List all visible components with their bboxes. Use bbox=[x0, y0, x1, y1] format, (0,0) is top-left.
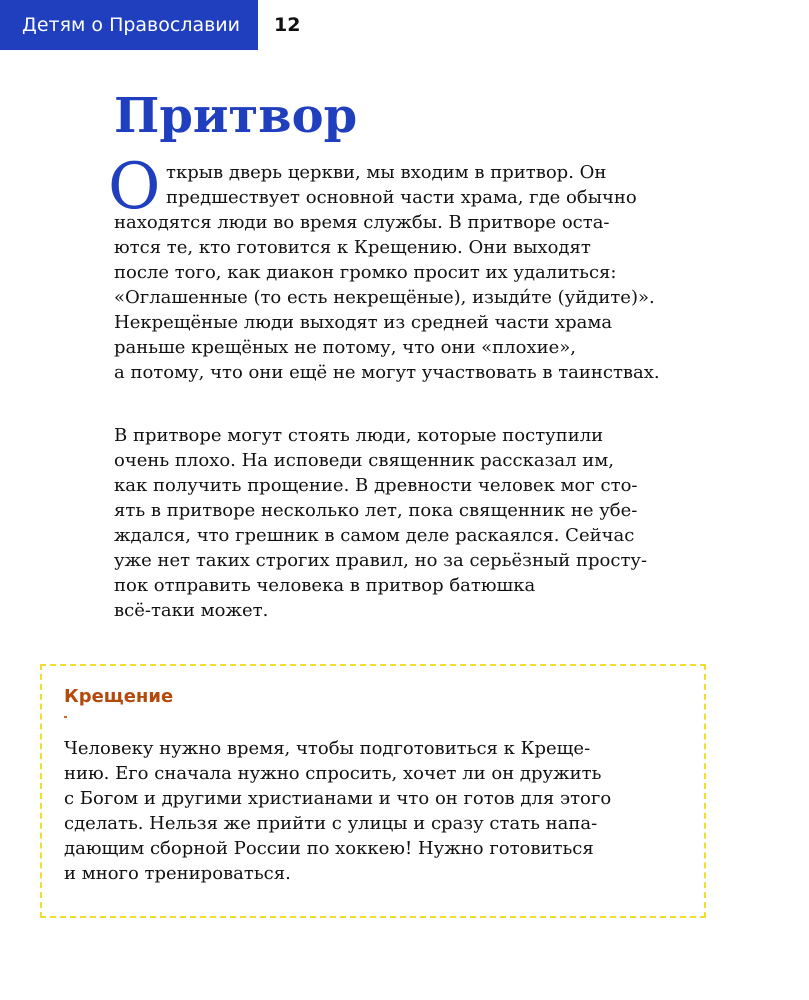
sidebar-text bbox=[64, 736, 694, 886]
paragraph-1 bbox=[108, 150, 714, 385]
text-line: очень плохо. На исповеди священник рассказал им, bbox=[114, 450, 615, 471]
text-line: предшествует основной части храма, где обычно bbox=[166, 187, 637, 208]
text-line: «Оглашенные (то есть некрещёные), изыди́те (уйдите)». bbox=[114, 287, 655, 308]
text-line: всё-таки может. bbox=[114, 600, 269, 621]
series-title: Детям о Православии bbox=[22, 14, 241, 36]
text-line: находятся люди во время службы. В притворе оста- bbox=[114, 212, 610, 233]
page-title: Притвор bbox=[114, 88, 358, 144]
text-line: сделать. Нельзя же прийти с улицы и сразу стать напа- bbox=[64, 813, 598, 834]
text-line: ждался, что грешник в самом деле раскаялся. Сейчас bbox=[114, 525, 635, 546]
text-line: пок отправить человека в притвор батюшка bbox=[114, 575, 536, 596]
text-line: нию. Его сначала нужно спросить, хочет ли он дружить bbox=[64, 763, 602, 784]
text-line: дающим сборной России по хоккею! Нужно готовиться bbox=[64, 838, 594, 859]
text-line: после того, как диакон громко просит их удалиться: bbox=[114, 262, 617, 283]
text-line: ткрыв дверь церкви, мы входим в притвор. Он bbox=[166, 162, 607, 183]
text-line: с Богом и другими христианами и что он готов для этого bbox=[64, 788, 612, 809]
drop-cap: О bbox=[108, 150, 161, 224]
text-line: раньше крещёных не потому, что они «плохие», bbox=[114, 337, 576, 358]
sidebar-divider-mark bbox=[64, 716, 67, 718]
text-line: а потому, что они ещё не могут участвовать в таинствах. bbox=[114, 362, 660, 383]
paragraph-2 bbox=[114, 423, 714, 623]
text-line: как получить прощение. В древности человек мог сто- bbox=[114, 475, 638, 496]
text-line: Некрещёные люди выходят из средней части храма bbox=[114, 312, 613, 333]
series-title-band bbox=[0, 0, 258, 50]
sidebar-box bbox=[40, 664, 706, 918]
text-line: ять в притворе несколько лет, пока священник не убе- bbox=[114, 500, 638, 521]
sidebar-heading: Крещение bbox=[64, 686, 174, 707]
page-number: 12 bbox=[274, 14, 301, 36]
text-line: уже нет таких строгих правил, но за серьёзный просту- bbox=[114, 550, 648, 571]
text-line: и много тренироваться. bbox=[64, 863, 291, 884]
text-line: ются те, кто готовится к Крещению. Они выходят bbox=[114, 237, 591, 258]
text-line: В притворе могут стоять люди, которые поступили bbox=[114, 425, 604, 446]
text-line: Человеку нужно время, чтобы подготовиться к Креще- bbox=[64, 738, 591, 759]
